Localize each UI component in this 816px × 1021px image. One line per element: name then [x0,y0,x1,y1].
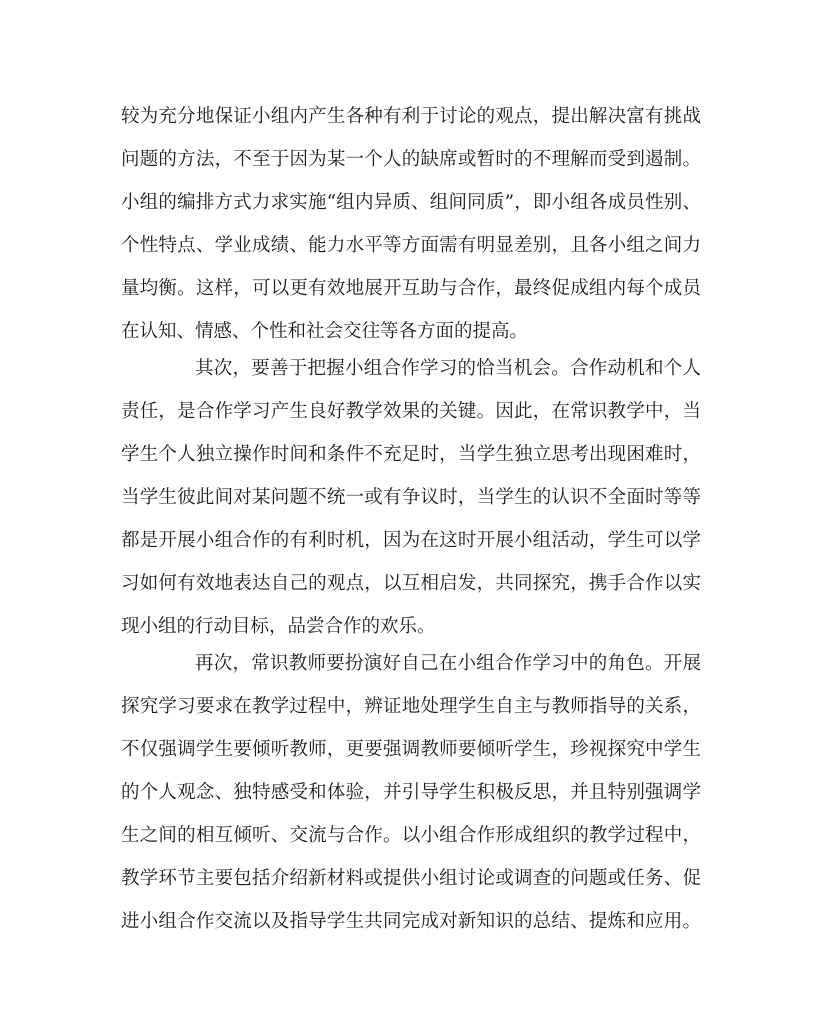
paragraph-line: 再次，常识教师要扮演好自己在小组合作学习中的角色。开展 [195,653,701,674]
paragraph-line: 小组的编排方式力求实施“组内异质、组间同质”，即小组各成员性别、 [121,192,701,213]
paragraph-line: 生之间的相互倾听、交流与合作。以小组合作形成组织的教学过程中， [121,825,701,846]
paragraph-line: 当学生彼此间对某问题不统一或有争议时，当学生的认识不全面时等等 [121,487,701,508]
paragraph-line: 个性特点、学业成绩、能力水平等方面需有明显差别，且各小组之间力 [121,235,701,256]
paragraph-line: 进小组合作交流以及指导学生共同完成对新知识的总结、提炼和应用。 [121,911,701,932]
paragraph-line: 探究学习要求在教学过程中，辨证地处理学生自主与教师指导的关系， [121,696,701,717]
paragraph-line: 较为充分地保证小组内产生各种有利于讨论的观点，提出解决富有挑战 [121,106,701,127]
paragraph-line: 其次，要善于把握小组合作学习的恰当机会。合作动机和个人 [195,358,701,379]
paragraph-line: 量均衡。这样，可以更有效地展开互助与合作，最终促成组内每个成员 [121,278,701,299]
paragraph-line: 学生个人独立操作时间和条件不充足时，当学生独立思考出现困难时， [121,444,701,465]
paragraph-line: 习如何有效地表达自己的观点，以互相启发，共同探究，携手合作以实 [121,573,701,594]
paragraph-line: 不仅强调学生要倾听教师，更要强调教师要倾听学生，珍视探究中学生 [121,739,701,760]
paragraph-line: 在认知、情感、个性和社会交往等各方面的提高。 [121,321,529,342]
paragraph-line: 的个人观念、独特感受和体验，并引导学生积极反思，并且特别强调学 [121,782,701,803]
paragraph-line: 教学环节主要包括介绍新材料或提供小组讨论或调查的问题或任务、促 [121,868,701,889]
paragraph-line: 问题的方法，不至于因为某一个人的缺席或暂时的不理解而受到遏制。 [121,149,701,170]
paragraph-line: 现小组的行动目标，品尝合作的欢乐。 [121,616,436,637]
paragraph-line: 责任，是合作学习产生良好教学效果的关键。因此，在常识教学中，当 [121,401,701,422]
paragraph-line: 都是开展小组合作的有利时机，因为在这时开展小组活动，学生可以学 [121,530,701,551]
